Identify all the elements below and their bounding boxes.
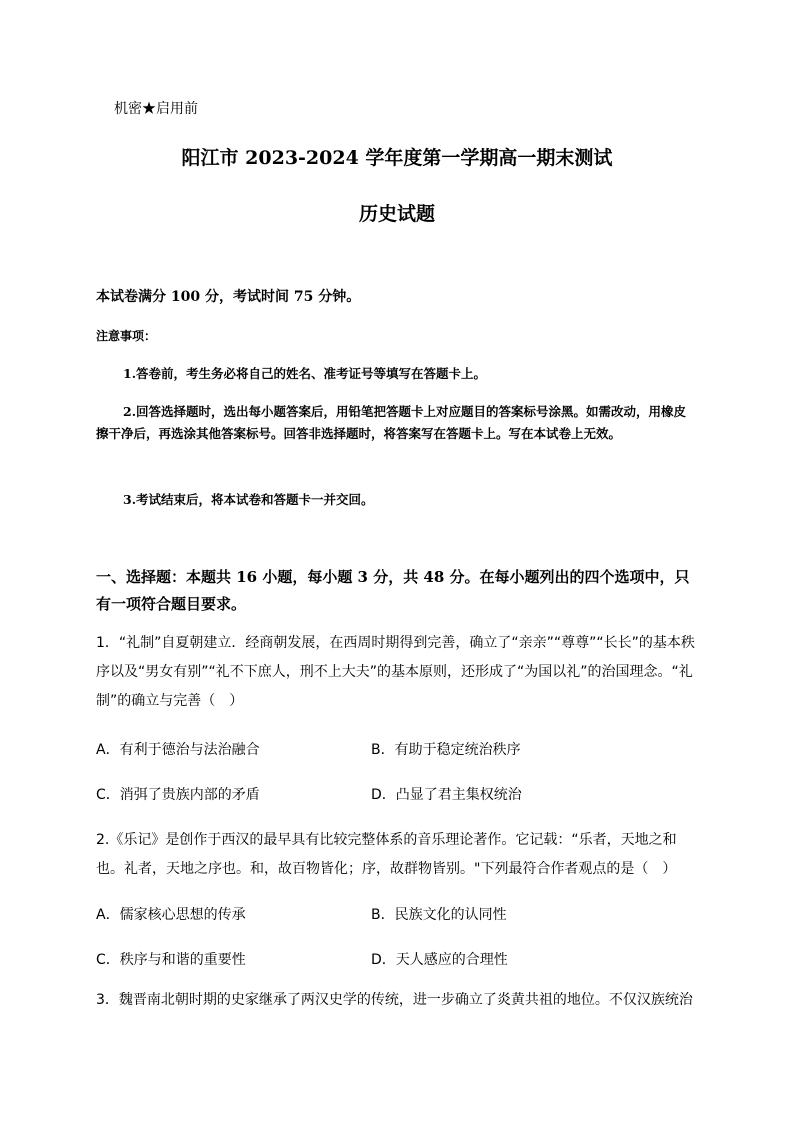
section-heading: 一、选择题：本题共 16 小题，每小题 3 分，共 48 分。在每小题列出的四个选项中，只有一项符合题目要求。 xyxy=(96,568,690,613)
question-2-option-c: C．秩序与和谐的重要性 xyxy=(96,952,246,968)
question-1-option-d: D．凸显了君主集权统治 xyxy=(371,787,522,803)
question-1-option-c: C．消弭了贵族内部的矛盾 xyxy=(96,787,260,803)
notice-item: 3.考试结束后，将本试卷和答题卡一并交回。 xyxy=(123,492,374,507)
exam-info: 本试卷满分 100 分，考试时间 75 分钟。 xyxy=(96,289,361,305)
confidential-label: 机密★启用前 xyxy=(114,101,198,117)
question-2-option-d: D．天人感应的合理性 xyxy=(371,952,508,968)
question-2-option-a: A．儒家核心思想的传承 xyxy=(96,907,246,923)
question-3-text: 3．魏晋南北朝时期的史家继承了两汉史学的传统，进一步确立了炎黄共祖的地位。不仅汉族统治 xyxy=(96,992,693,1008)
question-2-text: 2.《乐记》是创作于西汉的最早具有比较完整体系的音乐理论著作。它记载：“乐者，天地之和也。礼者，天地之序也。和，故百物皆化；序，故群物皆别。"下列最符合作者观点的是（ ） xyxy=(96,832,677,877)
question-1-option-b: B．有助于稳定统治秩序 xyxy=(371,742,521,758)
notice-item: 1.答卷前，考生务必将自己的姓名、准考证号等填写在答题卡上。 xyxy=(123,366,487,381)
question-1-option-a: A．有利于德治与法治融合 xyxy=(96,742,260,758)
exam-title: 阳江市 2023-2024 学年度第一学期高一期末测试 xyxy=(181,147,613,169)
exam-subtitle: 历史试题 xyxy=(358,203,435,225)
question-2-option-b: B．民族文化的认同性 xyxy=(371,907,507,923)
question-1-text: 1．“礼制”自夏朝建立．经商朝发展，在西周时期得到完善，确立了“亲亲”“尊尊”“长长”的基本秩序以及“男女有别”“礼不下庶人，刑不上大夫”的基本原则，还形成了“为国以礼”的治国理念。“礼制”的确立与完善（ ） xyxy=(96,635,695,709)
notice-heading: 注意事项： xyxy=(96,329,157,343)
notice-item: 2.回答选择题时，选出每小题答案后，用铅笔把答题卡上对应题目的答案标号涂黑。如需改动，用橡皮擦干净后，再选涂其他答案标号。回答非选择题时，将答案写在答题卡上。写在本试卷上无效。 xyxy=(96,404,687,441)
